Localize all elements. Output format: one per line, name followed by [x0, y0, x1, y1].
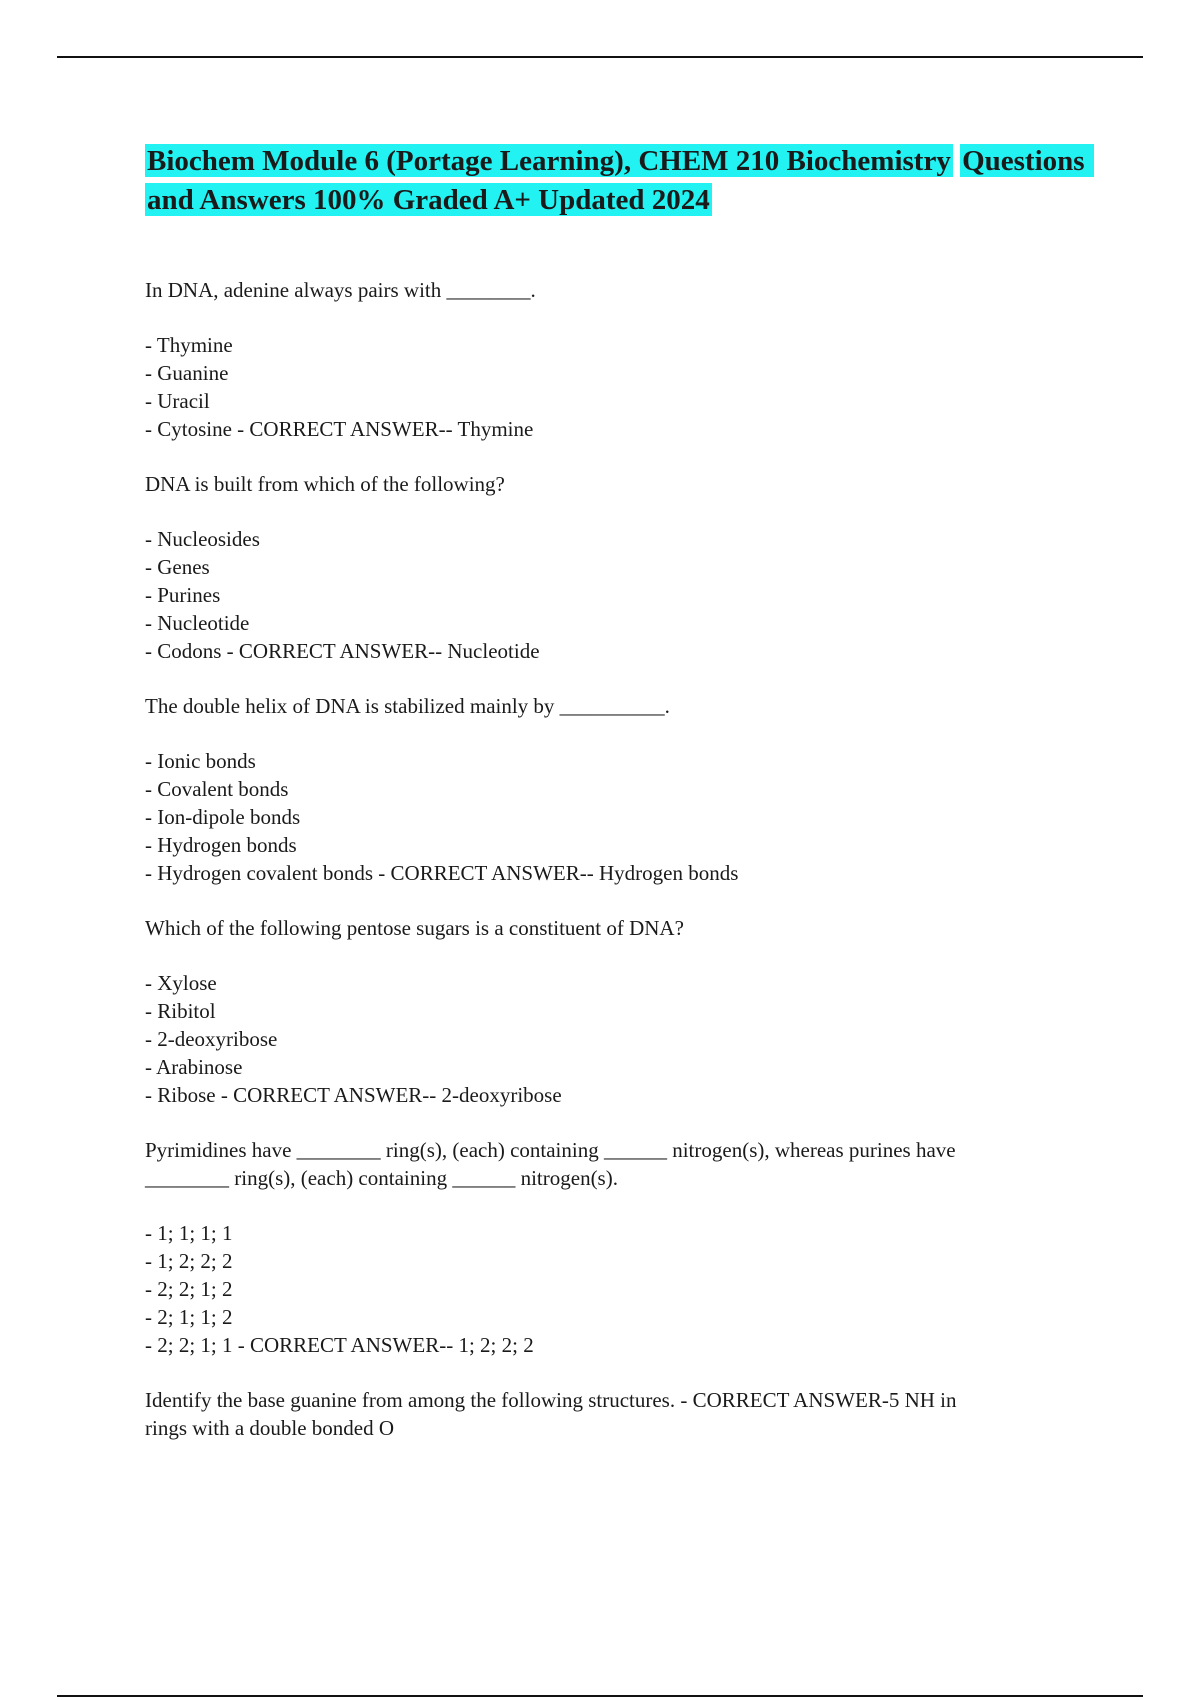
- question-5-options: [145, 1219, 1095, 1359]
- document-body: [145, 142, 1095, 1469]
- answer-option: - Covalent bonds: [145, 777, 289, 801]
- answer-option: - Xylose: [145, 971, 217, 995]
- question-3-prompt: [145, 692, 1095, 720]
- answer-option-with-correct-answer: - 2; 2; 1; 1 - CORRECT ANSWER-- 1; 2; 2; 2: [145, 1333, 534, 1357]
- answer-option-with-correct-answer: - Ribose - CORRECT ANSWER-- 2-deoxyribose: [145, 1083, 562, 1107]
- question-5-prompt: [145, 1136, 1095, 1192]
- answer-option: - Genes: [145, 555, 210, 579]
- bottom-divider: [57, 1695, 1143, 1697]
- answer-option: - Uracil: [145, 389, 210, 413]
- question-4-prompt: [145, 914, 1095, 942]
- question-text-line-1: Identify the base guanine from among the following structures. - CORRECT ANSWER-5 NH in: [145, 1388, 957, 1412]
- question-6-prompt: [145, 1386, 1095, 1442]
- question-3-options: [145, 747, 1095, 887]
- answer-option: - Purines: [145, 583, 221, 607]
- answer-option: - Thymine: [145, 333, 233, 357]
- question-1-options: [145, 331, 1095, 443]
- answer-option: - 2; 2; 1; 2: [145, 1277, 233, 1301]
- document-title: [145, 142, 1095, 220]
- title-line-2: Questions and Answers 100% Graded A+ Updated 2024: [147, 145, 1092, 216]
- answer-option: - Ion-dipole bonds: [145, 805, 301, 829]
- question-2-prompt: [145, 470, 1095, 498]
- question-text-line-1: Pyrimidines have ________ ring(s), (each) containing ______ nitrogen(s), whereas purines have: [145, 1138, 956, 1162]
- answer-option: - 1; 2; 2; 2: [145, 1249, 233, 1273]
- question-text: The double helix of DNA is stabilized mainly by __________.: [145, 694, 670, 718]
- answer-option: - Nucleotide: [145, 611, 250, 635]
- answer-option: - Arabinose: [145, 1055, 243, 1079]
- answer-option: - 2; 1; 1; 2: [145, 1305, 233, 1329]
- question-text: In DNA, adenine always pairs with ________.: [145, 278, 536, 302]
- title-line-1: Biochem Module 6 (Portage Learning), CHEM 210 Biochemistry: [147, 145, 951, 177]
- answer-option-with-correct-answer: - Cytosine - CORRECT ANSWER-- Thymine: [145, 417, 534, 441]
- question-2-options: [145, 525, 1095, 665]
- question-text: Which of the following pentose sugars is a constituent of DNA?: [145, 916, 684, 940]
- answer-option: - 2-deoxyribose: [145, 1027, 278, 1051]
- answer-option: - 1; 1; 1; 1: [145, 1221, 233, 1245]
- answer-option-with-correct-answer: - Codons - CORRECT ANSWER-- Nucleotide: [145, 639, 540, 663]
- answer-option-with-correct-answer: - Hydrogen covalent bonds - CORRECT ANSWER-- Hydrogen bonds: [145, 861, 739, 885]
- question-text-line-2: ________ ring(s), (each) containing ______ nitrogen(s).: [145, 1166, 618, 1190]
- top-divider: [57, 56, 1143, 58]
- answer-option: - Guanine: [145, 361, 229, 385]
- question-text-line-2: rings with a double bonded O: [145, 1416, 395, 1440]
- question-1-prompt: [145, 276, 1095, 304]
- question-4-options: [145, 969, 1095, 1109]
- answer-option: - Ribitol: [145, 999, 216, 1023]
- answer-option: - Nucleosides: [145, 527, 260, 551]
- answer-option: - Ionic bonds: [145, 749, 256, 773]
- question-text: DNA is built from which of the following?: [145, 472, 505, 496]
- answer-option: - Hydrogen bonds: [145, 833, 297, 857]
